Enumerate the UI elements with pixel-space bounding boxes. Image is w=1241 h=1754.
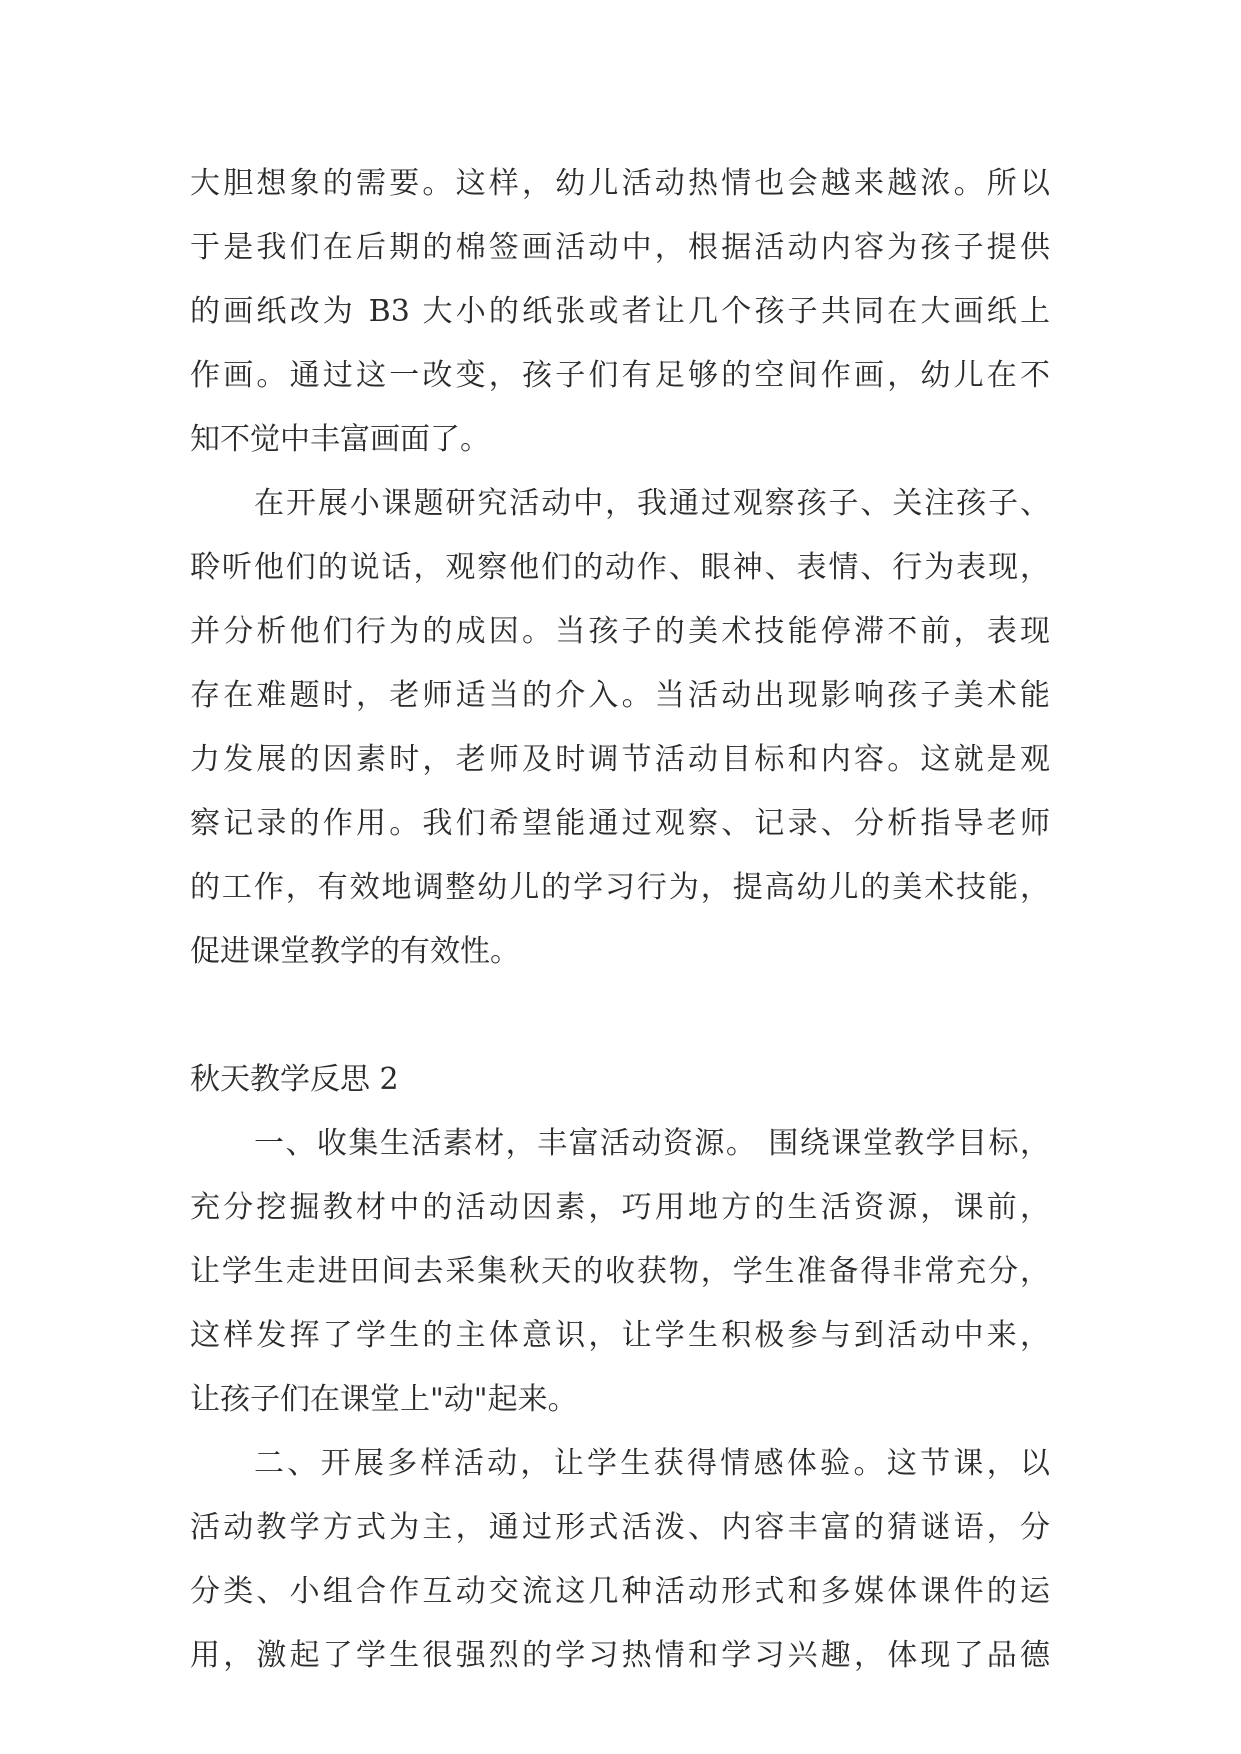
text-line: 大胆想象的需要。这样，幼儿活动热情也会越来越浓。所以 xyxy=(190,166,1050,201)
text-line: 的画纸改为 B3 大小的纸张或者让几个孩子共同在大画纸上 xyxy=(190,294,1050,329)
section-heading: 秋天教学反思 2 xyxy=(190,1062,399,1097)
text-line: 促进课堂教学的有效性。 xyxy=(190,934,520,969)
text-line: 于是我们在后期的棉签画活动中，根据活动内容为孩子提供 xyxy=(190,230,1050,265)
text-line: 用，激起了学生很强烈的学习热情和学习兴趣，体现了品德 xyxy=(190,1638,1050,1673)
text-line: 二、开展多样活动，让学生获得情感体验。这节课，以 xyxy=(254,1446,1050,1481)
text-line: 活动教学方式为主，通过形式活泼、内容丰富的猜谜语，分 xyxy=(190,1510,1050,1545)
text-line: 一、收集生活素材，丰富活动资源。 围绕课堂教学目标， xyxy=(254,1126,1050,1161)
text-line: 的工作，有效地调整幼儿的学习行为，提高幼儿的美术技能， xyxy=(190,870,1050,905)
text-line: 充分挖掘教材中的活动因素，巧用地方的生活资源，课前， xyxy=(190,1190,1050,1225)
text-line: 作画。通过这一改变，孩子们有足够的空间作画，幼儿在不 xyxy=(190,358,1050,393)
text-line: 让学生走进田间去采集秋天的收获物，学生准备得非常充分， xyxy=(190,1254,1050,1289)
text-line: 存在难题时，老师适当的介入。当活动出现影响孩子美术能 xyxy=(190,678,1050,713)
text-line: 这样发挥了学生的主体意识，让学生积极参与到活动中来， xyxy=(190,1318,1050,1353)
text-line: 知不觉中丰富画面了。 xyxy=(190,422,490,457)
text-line: 察记录的作用。我们希望能通过观察、记录、分析指导老师 xyxy=(190,806,1050,841)
text-line: 力发展的因素时，老师及时调节活动目标和内容。这就是观 xyxy=(190,742,1050,777)
text-line: 在开展小课题研究活动中，我通过观察孩子、关注孩子、 xyxy=(254,486,1050,521)
text-line: 并分析他们行为的成因。当孩子的美术技能停滞不前，表现 xyxy=(190,614,1050,649)
text-line: 让孩子们在课堂上"动"起来。 xyxy=(190,1382,578,1417)
text-line: 聆听他们的说话，观察他们的动作、眼神、表情、行为表现， xyxy=(190,550,1050,585)
text-line: 分类、小组合作互动交流这几种活动形式和多媒体课件的运 xyxy=(190,1574,1050,1609)
